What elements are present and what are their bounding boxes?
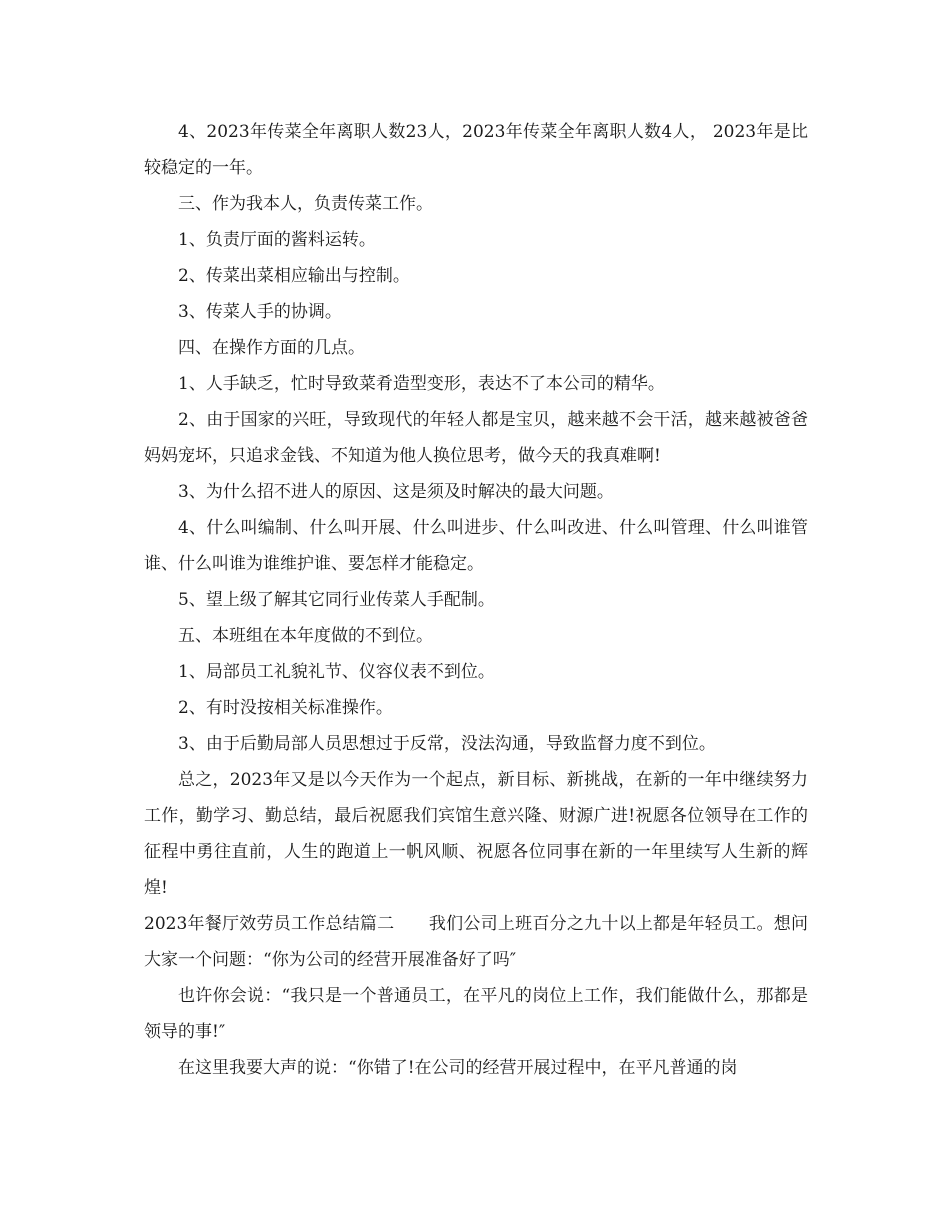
paragraph: 也许你会说：“我只是一个普通员工，在平凡的岗位上工作，我们能做什么，那都是领导的事!″ <box>144 986 808 1042</box>
paragraph: 4、2023年传菜全年离职人数23人，2023年传菜全年离职人数4人， 2023年是比较稳定的一年。 <box>144 122 808 178</box>
list-item: 1、局部员工礼貌礼节、仪容仪表不到位。 <box>178 662 495 682</box>
list-item: 3、为什么招不进人的原因、这是须及时解决的最大问题。 <box>178 482 614 502</box>
list-item: 3、传菜人手的协调。 <box>178 302 342 322</box>
list-item: 1、人手缺乏，忙时导致菜肴造型变形，表达不了本公司的精华。 <box>178 374 665 394</box>
section-heading: 四、在操作方面的几点。 <box>178 338 365 358</box>
list-item: 2、有时没按相关标准操作。 <box>178 698 393 718</box>
list-item: 1、负责厅面的酱料运转。 <box>178 230 376 250</box>
section-heading: 五、本班组在本年度做的不到位。 <box>178 626 433 646</box>
section-heading: 三、作为我本人，负责传菜工作。 <box>178 194 433 214</box>
document-body <box>144 114 808 1086</box>
list-item: 5、望上级了解其它同行业传菜人手配制。 <box>178 590 495 610</box>
paragraph: 在这里我要大声的说：“你错了!在公司的经营开展过程中，在平凡普通的岗 <box>178 1058 738 1078</box>
list-item: 3、由于后勤局部人员思想过于反常，没法沟通，导致监督力度不到位。 <box>178 734 716 754</box>
conclusion-paragraph: 总之，2023年又是以今天作为一个起点，新目标、新挑战，在新的一年中继续努力工作，勤学习、勤总结，最后祝愿我们宾馆生意兴隆、财源广进!祝愿各位领导在工作的征程中勇往直前，人生的跑道上一帆风顺、祝愿各位同事在新的一年里续写人生新的辉煌! <box>144 770 808 898</box>
article-title-paragraph: 2023年餐厅效劳员工作总结篇二 我们公司上班百分之九十以上都是年轻员工。想问大家一个问题：“你为公司的经营开展准备好了吗″ <box>144 914 808 970</box>
list-item: 4、什么叫编制、什么叫开展、什么叫进步、什么叫改进、什么叫管理、什么叫谁管谁、什么叫谁为谁维护谁、要怎样才能稳定。 <box>144 518 808 574</box>
list-item: 2、传菜出菜相应输出与控制。 <box>178 266 410 286</box>
list-item: 2、由于国家的兴旺，导致现代的年轻人都是宝贝，越来越不会干活，越来越被爸爸妈妈宠坏，只追求金钱、不知道为他人换位思考，做今天的我真难啊! <box>144 410 808 466</box>
